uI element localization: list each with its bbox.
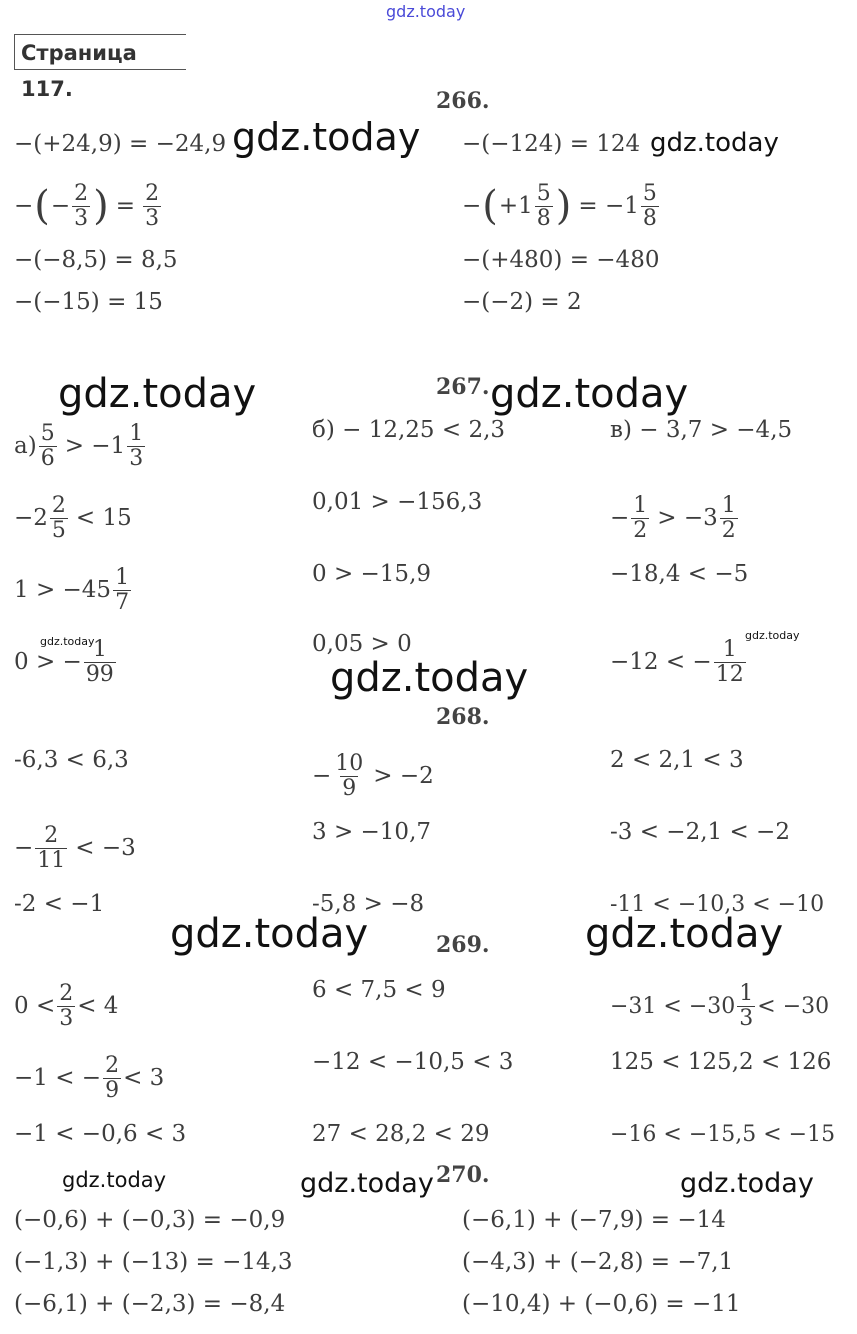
fraction: $\frac{10}{9}$	[335, 751, 364, 801]
equation: -11 < −10,3 < −10	[610, 891, 825, 917]
fraction: $\frac{2}{3}$	[59, 981, 74, 1031]
fraction: $\frac{1}{12}$	[715, 637, 744, 687]
equation: (−10,4) + (−0,6) = −11	[462, 1291, 741, 1317]
fraction: $\frac{1}{3}$	[129, 421, 144, 471]
equation: −31 < −30 $\frac{1}{3}$ < −30	[610, 981, 830, 1031]
equation: 27 < 28,2 < 29	[312, 1121, 490, 1147]
equation: 3 > −10,7	[312, 819, 432, 845]
equation: −12 < − $\frac{1}{12}$	[610, 637, 744, 687]
equation: 6 < 7,5 < 9	[312, 977, 446, 1003]
equation: 125 < 125,2 < 126	[610, 1049, 832, 1075]
exercise-heading-268: 268.	[436, 704, 490, 730]
equation: -5,8 > −8	[312, 891, 425, 917]
equation: -2 < −1	[14, 891, 105, 917]
equation: −1 < −0,6 < 3	[14, 1121, 187, 1147]
watermark-small: gdz.today	[745, 629, 800, 642]
fraction: $\frac{2}{3}$	[74, 181, 89, 231]
equation: (−4,3) + (−2,8) = −7,1	[462, 1249, 734, 1275]
exercise-heading-269: 269.	[436, 932, 490, 958]
fraction: $\frac{5}{8}$	[642, 181, 657, 231]
fraction: $\frac{2}{11}$	[37, 823, 66, 873]
equation: -6,3 < 6,3	[14, 747, 129, 773]
fraction: $\frac{2}{3}$	[145, 181, 160, 231]
watermark-top: gdz.today	[386, 2, 466, 21]
equation: −(−2) = 2	[462, 289, 582, 315]
fraction: $\frac{1}{2}$	[633, 493, 648, 543]
equation: −(−15) = 15	[14, 289, 163, 315]
equation: − $\frac{2}{11}$ < −3	[14, 823, 136, 873]
equation: (−6,1) + (−2,3) = −8,4	[14, 1291, 286, 1317]
equation: а) $\frac{5}{6}$ > −1 $\frac{1}{3}$	[14, 421, 144, 471]
watermark: gdz.today	[650, 128, 779, 158]
equation: 0 > −15,9	[312, 561, 432, 587]
fraction: $\frac{1}{2}$	[721, 493, 736, 543]
watermark: gdz.today	[62, 1168, 167, 1192]
equation: − $\frac{10}{9}$ > −2	[312, 751, 434, 801]
watermark: gdz.today	[680, 1168, 814, 1199]
page-label: Страница 117.	[14, 34, 186, 70]
equation: −2 $\frac{2}{5}$ < 15	[14, 493, 132, 543]
fraction: $\frac{5}{6}$	[40, 421, 55, 471]
equation: (−0,6) + (−0,3) = −0,9	[14, 1207, 286, 1233]
fraction: $\frac{2}{5}$	[51, 493, 66, 543]
equation: − ( +1 $\frac{5}{8}$ ) = −1 $\frac{5}{8}$	[462, 181, 657, 231]
equation: б) − 12,25 < 2,3	[312, 417, 506, 443]
watermark: gdz.today	[330, 655, 529, 701]
equation: 0,01 > −156,3	[312, 489, 483, 515]
equation: 0 < $\frac{2}{3}$ < 4	[14, 981, 119, 1031]
watermark: gdz.today	[585, 911, 784, 957]
watermark: gdz.today	[58, 371, 257, 417]
equation: 0 > − $\frac{1}{99}$	[14, 637, 114, 687]
equation: 0,05 > 0	[312, 631, 412, 657]
exercise-heading-267: 267.	[436, 374, 490, 400]
equation: 2 < 2,1 < 3	[610, 747, 744, 773]
equation: −(+24,9) = −24,9	[14, 131, 227, 157]
equation: −16 < −15,5 < −15	[610, 1121, 836, 1147]
watermark: gdz.today	[232, 115, 421, 159]
watermark: gdz.today	[170, 911, 369, 957]
equation: −(+480) = −480	[462, 247, 660, 273]
fraction: $\frac{1}{3}$	[739, 981, 754, 1031]
equation: -3 < −2,1 < −2	[610, 819, 790, 845]
equation: − ( − $\frac{2}{3}$ ) = $\frac{2}{3}$	[14, 181, 160, 231]
watermark-small: gdz.today	[40, 635, 95, 648]
equation: (−1,3) + (−13) = −14,3	[14, 1249, 293, 1275]
fraction: $\frac{1}{7}$	[115, 565, 130, 615]
fraction: $\frac{1}{99}$	[85, 637, 114, 687]
equation: −1 < − $\frac{2}{9}$ < 3	[14, 1053, 165, 1103]
exercise-heading-266: 266.	[436, 88, 490, 114]
fraction: $\frac{2}{9}$	[105, 1053, 120, 1103]
equation: 1 > −45 $\frac{1}{7}$	[14, 565, 130, 615]
equation: в) − 3,7 > −4,5	[610, 417, 793, 443]
watermark: gdz.today	[490, 371, 689, 417]
equation: (−6,1) + (−7,9) = −14	[462, 1207, 726, 1233]
equation: −(−8,5) = 8,5	[14, 247, 178, 273]
fraction: $\frac{5}{8}$	[536, 181, 551, 231]
watermark: gdz.today	[300, 1168, 434, 1199]
equation: − $\frac{1}{2}$ > −3 $\frac{1}{2}$	[610, 493, 736, 543]
equation: −(−124) = 124	[462, 131, 641, 157]
equation: −12 < −10,5 < 3	[312, 1049, 514, 1075]
exercise-heading-270: 270.	[436, 1162, 490, 1188]
equation: −18,4 < −5	[610, 561, 749, 587]
